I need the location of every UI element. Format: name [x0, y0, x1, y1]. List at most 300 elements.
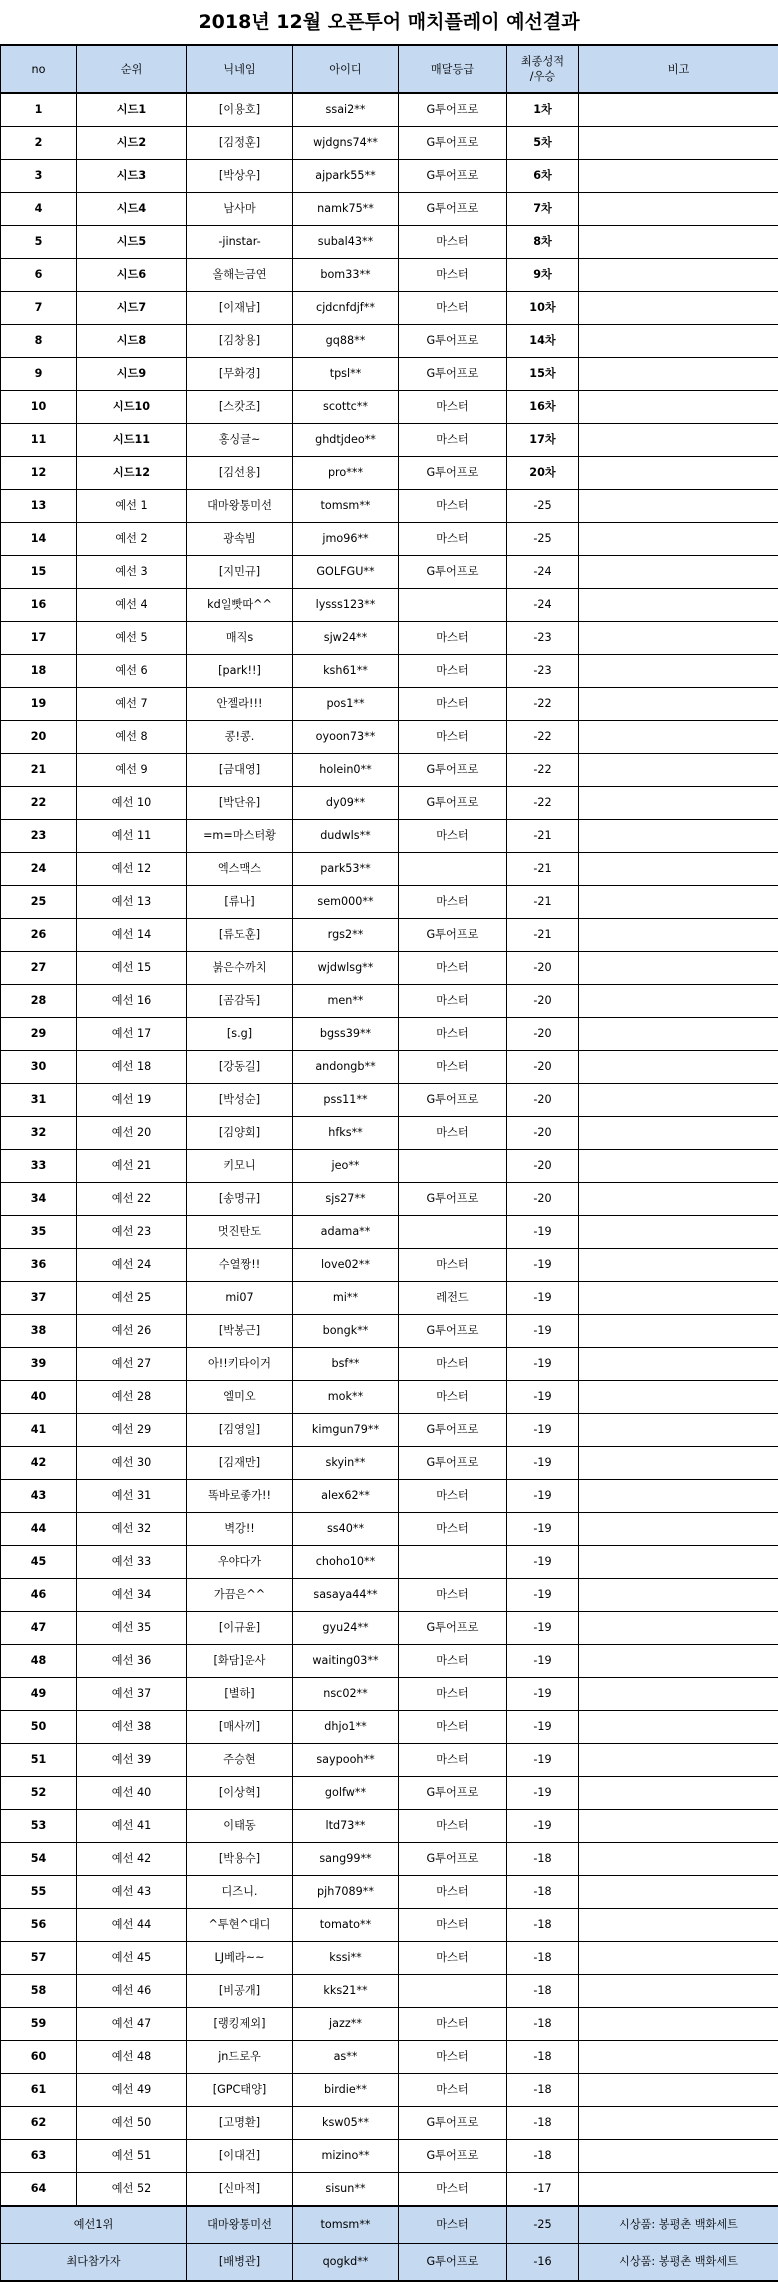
- cell-note: [579, 886, 778, 919]
- table-row: [1, 2140, 778, 2173]
- cell-final-score: -18: [507, 2107, 579, 2140]
- cell-id: alex62**: [293, 1480, 399, 1513]
- cell-nickname: [GPC태양]: [187, 2074, 293, 2107]
- table-row: [1, 1810, 778, 1843]
- cell-note: [579, 787, 778, 820]
- table-row: [1, 787, 778, 820]
- cell-grade: 마스터: [399, 1579, 507, 1612]
- table-row: [1, 1381, 778, 1414]
- cell-grade: 마스터: [399, 1117, 507, 1150]
- cell-nickname: 키모니: [187, 1150, 293, 1183]
- cell-final-score: -19: [507, 1513, 579, 1546]
- cell-id: sisun**: [293, 2173, 399, 2207]
- cell-rank: 예선 3: [77, 556, 187, 589]
- cell-id: scottc**: [293, 391, 399, 424]
- cell-grade: 마스터: [399, 886, 507, 919]
- cell-grade: 마스터: [399, 1942, 507, 1975]
- cell-grade: 마스터: [399, 688, 507, 721]
- cell-nickname: 벽강!!: [187, 1513, 293, 1546]
- cell-id: skyin**: [293, 1447, 399, 1480]
- cell-note: [579, 1513, 778, 1546]
- cell-nickname: [류도훈]: [187, 919, 293, 952]
- cell-final-score: -19: [507, 1348, 579, 1381]
- cell-nickname: 디즈니.: [187, 1876, 293, 1909]
- cell-final-score: 15차: [507, 358, 579, 391]
- cell-grade: G투어프로: [399, 325, 507, 358]
- cell-final-score: 8차: [507, 226, 579, 259]
- cell-final-score: -19: [507, 1645, 579, 1678]
- cell-note: [579, 424, 778, 457]
- cell-note: [579, 1975, 778, 2008]
- cell-rank: 예선 45: [77, 1942, 187, 1975]
- cell-rank: 예선 31: [77, 1480, 187, 1513]
- cell-note: [579, 589, 778, 622]
- cell-no: 62: [1, 2107, 77, 2140]
- cell-id: sasaya44**: [293, 1579, 399, 1612]
- cell-id: kssi**: [293, 1942, 399, 1975]
- cell-no: 20: [1, 721, 77, 754]
- cell-rank: 예선 27: [77, 1348, 187, 1381]
- header-final-score-line1: 최종성적: [507, 54, 578, 69]
- cell-nickname: [이용호]: [187, 93, 293, 127]
- cell-rank: 시드4: [77, 193, 187, 226]
- cell-note: [579, 622, 778, 655]
- cell-nickname: [김창용]: [187, 325, 293, 358]
- cell-no: 37: [1, 1282, 77, 1315]
- cell-no: 26: [1, 919, 77, 952]
- cell-final-score: -21: [507, 820, 579, 853]
- cell-note: [579, 1183, 778, 1216]
- cell-final-score: -19: [507, 1579, 579, 1612]
- cell-id: dhjo1**: [293, 1711, 399, 1744]
- cell-rank: 예선 37: [77, 1678, 187, 1711]
- cell-note: [579, 226, 778, 259]
- cell-grade: 마스터: [399, 1645, 507, 1678]
- cell-nickname: [곰감독]: [187, 985, 293, 1018]
- cell-no: 45: [1, 1546, 77, 1579]
- cell-grade: [399, 1975, 507, 2008]
- table-row: [1, 1150, 778, 1183]
- table-row: [1, 1777, 778, 1810]
- cell-rank: 예선 30: [77, 1447, 187, 1480]
- cell-nickname: [김양회]: [187, 1117, 293, 1150]
- cell-nickname: [박성순]: [187, 1084, 293, 1117]
- cell-note: [579, 292, 778, 325]
- cell-no: 41: [1, 1414, 77, 1447]
- cell-note: [579, 1810, 778, 1843]
- table-row: [1, 1579, 778, 1612]
- cell-grade: 마스터: [399, 2041, 507, 2074]
- table-row: [1, 325, 778, 358]
- cell-nickname: [김정훈]: [187, 127, 293, 160]
- cell-nickname: jn드로우: [187, 2041, 293, 2074]
- award-score: -25: [507, 2206, 579, 2244]
- cell-rank: 예선 33: [77, 1546, 187, 1579]
- cell-id: ltd73**: [293, 1810, 399, 1843]
- cell-nickname: LJ베라~~: [187, 1942, 293, 1975]
- cell-grade: 마스터: [399, 622, 507, 655]
- cell-grade: G투어프로: [399, 358, 507, 391]
- cell-nickname: 콩!콩.: [187, 721, 293, 754]
- cell-rank: 예선 29: [77, 1414, 187, 1447]
- cell-final-score: -19: [507, 1777, 579, 1810]
- table-row: [1, 589, 778, 622]
- cell-id: mi**: [293, 1282, 399, 1315]
- table-row: [1, 886, 778, 919]
- cell-grade: 마스터: [399, 1810, 507, 1843]
- header-final-score-line2: /우승: [507, 69, 578, 84]
- table-row: [1, 259, 778, 292]
- cell-no: 48: [1, 1645, 77, 1678]
- cell-id: subal43**: [293, 226, 399, 259]
- cell-id: birdie**: [293, 2074, 399, 2107]
- cell-id: nsc02**: [293, 1678, 399, 1711]
- cell-final-score: -21: [507, 919, 579, 952]
- cell-final-score: 1차: [507, 93, 579, 127]
- cell-id: pro***: [293, 457, 399, 490]
- cell-nickname: [김영일]: [187, 1414, 293, 1447]
- cell-final-score: 20차: [507, 457, 579, 490]
- cell-grade: 마스터: [399, 820, 507, 853]
- cell-no: 36: [1, 1249, 77, 1282]
- cell-id: kimgun79**: [293, 1414, 399, 1447]
- cell-rank: 예선 22: [77, 1183, 187, 1216]
- cell-nickname: [park!!]: [187, 655, 293, 688]
- cell-final-score: -18: [507, 2074, 579, 2107]
- cell-rank: 예선 1: [77, 490, 187, 523]
- award-grade: 마스터: [399, 2206, 507, 2244]
- cell-id: pjh7089**: [293, 1876, 399, 1909]
- cell-rank: 시드6: [77, 259, 187, 292]
- cell-final-score: -19: [507, 1315, 579, 1348]
- cell-note: [579, 1447, 778, 1480]
- award-id: tomsm**: [293, 2206, 399, 2244]
- cell-rank: 시드7: [77, 292, 187, 325]
- table-row: [1, 1216, 778, 1249]
- award-nickname: [배병관]: [187, 2244, 293, 2282]
- table-row: [1, 2008, 778, 2041]
- cell-id: bongk**: [293, 1315, 399, 1348]
- cell-final-score: -20: [507, 985, 579, 1018]
- cell-id: ss40**: [293, 1513, 399, 1546]
- table-row: [1, 1942, 778, 1975]
- cell-no: 64: [1, 2173, 77, 2207]
- table-row: [1, 952, 778, 985]
- cell-no: 54: [1, 1843, 77, 1876]
- cell-rank: 예선 4: [77, 589, 187, 622]
- cell-final-score: 9차: [507, 259, 579, 292]
- cell-rank: 예선 38: [77, 1711, 187, 1744]
- cell-nickname: [별하]: [187, 1678, 293, 1711]
- cell-note: [579, 1348, 778, 1381]
- cell-final-score: -20: [507, 1150, 579, 1183]
- cell-nickname: 우야다가: [187, 1546, 293, 1579]
- cell-grade: 마스터: [399, 655, 507, 688]
- cell-no: 7: [1, 292, 77, 325]
- cell-rank: 예선 9: [77, 754, 187, 787]
- cell-final-score: 7차: [507, 193, 579, 226]
- cell-no: 60: [1, 2041, 77, 2074]
- cell-nickname: 똑바로좋가!!: [187, 1480, 293, 1513]
- cell-rank: 예선 51: [77, 2140, 187, 2173]
- cell-rank: 예선 7: [77, 688, 187, 721]
- cell-note: [579, 1051, 778, 1084]
- table-row: [1, 1612, 778, 1645]
- header-rank: 순위: [77, 45, 187, 93]
- cell-grade: 마스터: [399, 2074, 507, 2107]
- table-row: [1, 1183, 778, 1216]
- table-row: [1, 523, 778, 556]
- cell-nickname: [강동길]: [187, 1051, 293, 1084]
- cell-grade: 마스터: [399, 424, 507, 457]
- cell-no: 14: [1, 523, 77, 556]
- cell-nickname: [신마적]: [187, 2173, 293, 2207]
- cell-no: 21: [1, 754, 77, 787]
- table-row: [1, 490, 778, 523]
- cell-grade: 마스터: [399, 1513, 507, 1546]
- cell-no: 32: [1, 1117, 77, 1150]
- table-row: [1, 556, 778, 589]
- cell-final-score: -19: [507, 1711, 579, 1744]
- cell-id: rgs2**: [293, 919, 399, 952]
- cell-rank: 예선 10: [77, 787, 187, 820]
- cell-rank: 시드10: [77, 391, 187, 424]
- cell-rank: 예선 17: [77, 1018, 187, 1051]
- cell-rank: 예선 52: [77, 2173, 187, 2207]
- cell-final-score: -25: [507, 490, 579, 523]
- cell-grade: G투어프로: [399, 2140, 507, 2173]
- table-row: [1, 1843, 778, 1876]
- cell-grade: 마스터: [399, 2008, 507, 2041]
- table-row: [1, 1018, 778, 1051]
- cell-final-score: -19: [507, 1678, 579, 1711]
- cell-nickname: ^투현^대디: [187, 1909, 293, 1942]
- cell-id: tomsm**: [293, 490, 399, 523]
- cell-final-score: -20: [507, 1018, 579, 1051]
- cell-no: 24: [1, 853, 77, 886]
- cell-id: andongb**: [293, 1051, 399, 1084]
- cell-grade: G투어프로: [399, 1414, 507, 1447]
- cell-rank: 예선 35: [77, 1612, 187, 1645]
- cell-nickname: [무화경]: [187, 358, 293, 391]
- cell-id: saypooh**: [293, 1744, 399, 1777]
- table-row: [1, 391, 778, 424]
- cell-id: GOLFGU**: [293, 556, 399, 589]
- cell-no: 38: [1, 1315, 77, 1348]
- cell-note: [579, 985, 778, 1018]
- cell-grade: 마스터: [399, 523, 507, 556]
- cell-note: [579, 358, 778, 391]
- cell-rank: 예선 6: [77, 655, 187, 688]
- cell-id: lysss123**: [293, 589, 399, 622]
- table-header: [1, 45, 778, 93]
- cell-no: 52: [1, 1777, 77, 1810]
- cell-no: 17: [1, 622, 77, 655]
- cell-note: [579, 1546, 778, 1579]
- cell-grade: 마스터: [399, 1381, 507, 1414]
- cell-note: [579, 457, 778, 490]
- cell-no: 30: [1, 1051, 77, 1084]
- cell-nickname: [스캇조]: [187, 391, 293, 424]
- cell-id: sang99**: [293, 1843, 399, 1876]
- cell-no: 51: [1, 1744, 77, 1777]
- cell-no: 63: [1, 2140, 77, 2173]
- cell-id: bgss39**: [293, 1018, 399, 1051]
- cell-final-score: -20: [507, 1084, 579, 1117]
- cell-id: sem000**: [293, 886, 399, 919]
- cell-note: [579, 127, 778, 160]
- table-row: [1, 721, 778, 754]
- cell-rank: 예선 48: [77, 2041, 187, 2074]
- cell-no: 1: [1, 93, 77, 127]
- award-row: [1, 2244, 778, 2282]
- award-id: qogkd**: [293, 2244, 399, 2282]
- cell-rank: 예선 26: [77, 1315, 187, 1348]
- cell-id: bom33**: [293, 259, 399, 292]
- cell-nickname: -jinstar-: [187, 226, 293, 259]
- cell-nickname: 멋진탄도: [187, 1216, 293, 1249]
- cell-note: [579, 1018, 778, 1051]
- cell-nickname: 엑스맥스: [187, 853, 293, 886]
- cell-id: jeo**: [293, 1150, 399, 1183]
- table-row: [1, 1084, 778, 1117]
- cell-nickname: [류나]: [187, 886, 293, 919]
- cell-final-score: -19: [507, 1414, 579, 1447]
- cell-grade: 마스터: [399, 1678, 507, 1711]
- cell-rank: 예선 32: [77, 1513, 187, 1546]
- cell-no: 5: [1, 226, 77, 259]
- cell-grade: G투어프로: [399, 754, 507, 787]
- cell-id: adama**: [293, 1216, 399, 1249]
- cell-note: [579, 1315, 778, 1348]
- cell-id: waiting03**: [293, 1645, 399, 1678]
- cell-no: 43: [1, 1480, 77, 1513]
- cell-nickname: 수열짱!!: [187, 1249, 293, 1282]
- cell-grade: 마스터: [399, 721, 507, 754]
- table-row: [1, 1975, 778, 2008]
- cell-rank: 시드12: [77, 457, 187, 490]
- cell-final-score: 14차: [507, 325, 579, 358]
- cell-rank: 예선 8: [77, 721, 187, 754]
- cell-final-score: -18: [507, 1909, 579, 1942]
- table-row: [1, 457, 778, 490]
- cell-rank: 시드1: [77, 93, 187, 127]
- cell-note: [579, 490, 778, 523]
- cell-no: 50: [1, 1711, 77, 1744]
- cell-final-score: -20: [507, 1117, 579, 1150]
- cell-final-score: -20: [507, 1183, 579, 1216]
- cell-final-score: -23: [507, 655, 579, 688]
- cell-rank: 예선 21: [77, 1150, 187, 1183]
- table-row: [1, 1909, 778, 1942]
- cell-id: dudwls**: [293, 820, 399, 853]
- table-row: [1, 93, 778, 127]
- cell-no: 19: [1, 688, 77, 721]
- cell-grade: [399, 1150, 507, 1183]
- cell-final-score: -18: [507, 1876, 579, 1909]
- cell-final-score: -19: [507, 1447, 579, 1480]
- cell-no: 10: [1, 391, 77, 424]
- cell-rank: 예선 28: [77, 1381, 187, 1414]
- cell-final-score: -21: [507, 886, 579, 919]
- table-row: [1, 226, 778, 259]
- cell-rank: 예선 16: [77, 985, 187, 1018]
- header-nickname: 닉네임: [187, 45, 293, 93]
- cell-note: [579, 1876, 778, 1909]
- cell-note: [579, 919, 778, 952]
- cell-no: 33: [1, 1150, 77, 1183]
- cell-rank: 예선 23: [77, 1216, 187, 1249]
- header-no: no: [1, 45, 77, 93]
- cell-grade: G투어프로: [399, 2107, 507, 2140]
- cell-nickname: 엘미오: [187, 1381, 293, 1414]
- cell-id: park53**: [293, 853, 399, 886]
- cell-rank: 예선 5: [77, 622, 187, 655]
- cell-no: 15: [1, 556, 77, 589]
- cell-grade: G투어프로: [399, 787, 507, 820]
- cell-no: 2: [1, 127, 77, 160]
- cell-final-score: -25: [507, 523, 579, 556]
- cell-nickname: [이재남]: [187, 292, 293, 325]
- cell-note: [579, 952, 778, 985]
- cell-nickname: [박상우]: [187, 160, 293, 193]
- cell-no: 11: [1, 424, 77, 457]
- cell-nickname: [김선용]: [187, 457, 293, 490]
- cell-rank: 예선 15: [77, 952, 187, 985]
- cell-nickname: 안젤라!!!: [187, 688, 293, 721]
- cell-grade: G투어프로: [399, 1843, 507, 1876]
- cell-final-score: -24: [507, 589, 579, 622]
- cell-note: [579, 193, 778, 226]
- table-row: [1, 853, 778, 886]
- table-row: [1, 1282, 778, 1315]
- cell-no: 27: [1, 952, 77, 985]
- cell-final-score: -19: [507, 1810, 579, 1843]
- cell-no: 29: [1, 1018, 77, 1051]
- cell-grade: 마스터: [399, 1348, 507, 1381]
- cell-no: 40: [1, 1381, 77, 1414]
- cell-note: [579, 160, 778, 193]
- cell-note: [579, 1414, 778, 1447]
- cell-no: 6: [1, 259, 77, 292]
- cell-note: [579, 2140, 778, 2173]
- cell-final-score: -19: [507, 1381, 579, 1414]
- cell-grade: 마스터: [399, 1249, 507, 1282]
- cell-nickname: 남사마: [187, 193, 293, 226]
- cell-grade: [399, 1216, 507, 1249]
- cell-id: dy09**: [293, 787, 399, 820]
- cell-nickname: mi07: [187, 1282, 293, 1315]
- table-row: [1, 2173, 778, 2207]
- cell-nickname: [s.g]: [187, 1018, 293, 1051]
- table-row: [1, 1546, 778, 1579]
- header-id: 아이디: [293, 45, 399, 93]
- cell-rank: 시드9: [77, 358, 187, 391]
- award-nickname: 대마왕통미선: [187, 2206, 293, 2244]
- cell-note: [579, 1579, 778, 1612]
- cell-id: ksh61**: [293, 655, 399, 688]
- cell-grade: 마스터: [399, 1051, 507, 1084]
- cell-nickname: [비공개]: [187, 1975, 293, 2008]
- cell-grade: [399, 853, 507, 886]
- cell-id: love02**: [293, 1249, 399, 1282]
- cell-final-score: -19: [507, 1282, 579, 1315]
- cell-id: tomato**: [293, 1909, 399, 1942]
- header-note: 비고: [579, 45, 778, 93]
- cell-nickname: 아!!키타이거: [187, 1348, 293, 1381]
- table-row: [1, 1315, 778, 1348]
- cell-final-score: -17: [507, 2173, 579, 2207]
